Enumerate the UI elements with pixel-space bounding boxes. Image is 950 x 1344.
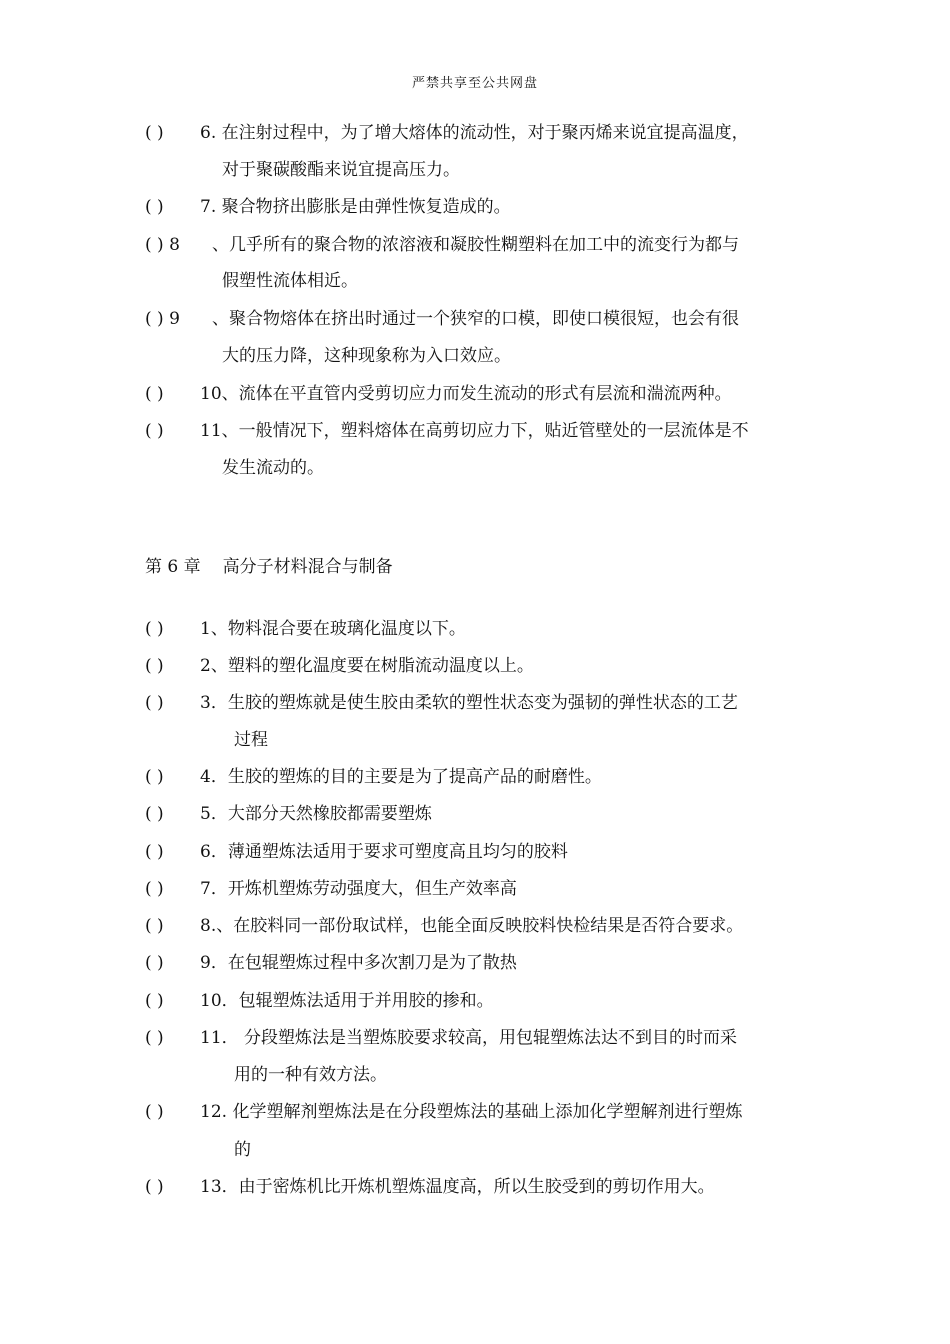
question-item [0,614,950,644]
question-item [0,911,950,941]
answer-blank[interactable]: ( ) [145,197,164,217]
question-item [0,799,950,829]
question-item [0,416,950,446]
question-item [0,192,950,222]
question-text: 10．包辊塑炼法适用于并用胶的掺和。 [200,991,494,1011]
question-item [0,1172,950,1202]
question-item [0,762,950,792]
question-continuation: 对于聚碳酸酯来说宜提高压力。 [222,160,460,180]
answer-blank[interactable]: ( ) [145,879,164,899]
answer-blank[interactable]: ( ) [145,953,164,973]
answer-blank[interactable]: ( ) [145,384,164,404]
question-item [0,379,950,409]
question-continuation: 假塑性流体相近。 [222,271,358,291]
chapter-title: 高分子材料混合与制备 [222,557,393,577]
answer-blank[interactable]: ( ) [145,1028,164,1048]
answer-blank[interactable]: ( ) [145,991,164,1011]
question-text: 、几乎所有的聚合物的浓溶液和凝胶性糊塑料在加工中的流变行为都与 [212,235,739,255]
answer-blank[interactable]: ( ) [145,619,164,639]
question-text: 7．开炼机塑炼劳动强度大，但生产效率高 [200,879,517,899]
answer-blank[interactable]: ( ) [145,123,164,143]
answer-blank[interactable]: ( ) [145,1177,164,1197]
question-item [0,118,950,148]
question-item [0,651,950,681]
question-item [0,874,950,904]
chapter-heading [145,552,393,582]
question-continuation: 的 [234,1140,251,1160]
question-item [0,304,950,334]
question-text: 10、流体在平直管内受剪切应力而发生流动的形式有层流和湍流两种。 [200,384,732,404]
question-item [0,688,950,718]
chapter-number: 第 6 章 [145,557,201,577]
answer-blank[interactable]: ( ) [145,804,164,824]
question-continuation: 过程 [234,730,268,750]
question-text: 6. 在注射过程中，为了增大熔体的流动性，对于聚丙烯来说宜提高温度， [200,123,749,143]
answer-blank[interactable]: ( ) [145,421,164,441]
question-text: 1、物料混合要在玻璃化温度以下。 [200,619,466,639]
question-item [0,230,950,260]
question-text: 9．在包辊塑炼过程中多次割刀是为了散热 [200,953,517,973]
page-header: 严禁共享至公共网盘 [411,76,538,91]
question-text: 8.、在胶料同一部份取试样，也能全面反映胶料快检结果是否符合要求。 [200,916,744,936]
answer-blank[interactable]: ( ) [145,656,164,676]
answer-blank[interactable]: ( ) [145,767,164,787]
question-text: 11． 分段塑炼法是当塑炼胶要求较高，用包辊塑炼法达不到目的时而采 [200,1028,738,1048]
question-text: 2、塑料的塑化温度要在树脂流动温度以上。 [200,656,534,676]
question-item [0,837,950,867]
question-text: 、聚合物熔体在挤出时通过一个狭窄的口模，即使口模很短，也会有很 [212,309,739,329]
question-continuation: 发生流动的。 [222,458,324,478]
answer-blank[interactable]: ( ) [145,1102,164,1122]
question-item [0,986,950,1016]
answer-blank[interactable]: ( ) 9 [145,309,180,329]
question-item [0,1023,950,1053]
question-continuation: 大的压力降，这种现象称为入口效应。 [222,346,511,366]
question-item [0,948,950,978]
question-text: 13．由于密炼机比开炼机塑炼温度高，所以生胶受到的剪切作用大。 [200,1177,715,1197]
question-item [0,1097,950,1127]
question-text: 11、一般情况下，塑料熔体在高剪切应力下，贴近管壁处的一层流体是不 [200,421,749,441]
question-text: 4．生胶的塑炼的目的主要是为了提高产品的耐磨性。 [200,767,602,787]
question-text: 6．薄通塑炼法适用于要求可塑度高且均匀的胶料 [200,842,568,862]
question-text: 12. 化学塑解剂塑炼法是在分段塑炼法的基础上添加化学塑解剂进行塑炼 [200,1102,743,1122]
question-text: 7. 聚合物挤出膨胀是由弹性恢复造成的。 [200,197,511,217]
answer-blank[interactable]: ( ) [145,916,164,936]
answer-blank[interactable]: ( ) [145,842,164,862]
question-text: 5．大部分天然橡胶都需要塑炼 [200,804,432,824]
question-text: 3．生胶的塑炼就是使生胶由柔软的塑性状态变为强韧的弹性状态的工艺 [200,693,738,713]
answer-blank[interactable]: ( ) [145,693,164,713]
answer-blank[interactable]: ( ) 8 [145,235,180,255]
question-continuation: 用的一种有效方法。 [234,1065,387,1085]
